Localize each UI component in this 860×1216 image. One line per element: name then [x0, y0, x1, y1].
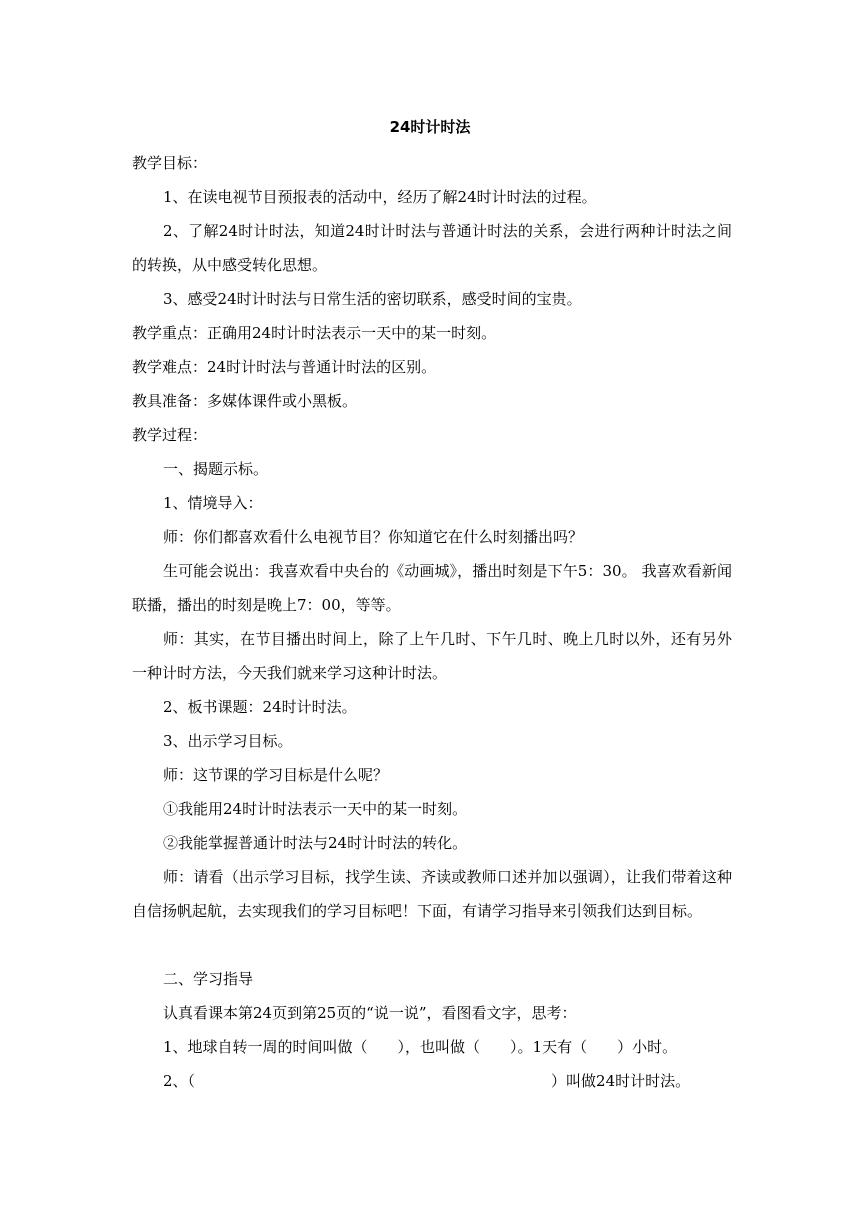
teaching-aids: 教具准备：多媒体课件或小黑板。 [132, 392, 358, 410]
difficulty: 教学难点：24时计时法与普通计时法的区别。 [132, 358, 437, 376]
step-intro: 1、情境导入： [163, 494, 263, 512]
show-goals: 3、出示学习目标。 [163, 732, 293, 750]
student-answer: 生可能会说出：我喜欢看中央台的《动画城》，播出时刻是下午5：30。 我喜欢看新闻联播，播出的时刻是晚上7：00，等等。 [132, 562, 732, 614]
teacher-question: 师：你们都喜欢看什么电视节目？你知道它在什么时刻播出吗？ [163, 528, 584, 546]
teacher-goal-question: 师：这节课的学习目标是什么呢？ [163, 766, 389, 784]
question-2-start: 2、（ [163, 1072, 196, 1090]
teacher-explanation: 师：其实，在节目播出时间上，除了上午几时、下午几时、晚上几时以外，还有另外一种计时方法，今天我们就来学习这种计时法。 [132, 630, 732, 682]
objective-2: 2、了解24时计时法，知道24时计时法与普通计时法的关系，会进行两种计时法之间的转换，从中感受转化思想。 [132, 222, 732, 274]
section-heading-objectives: 教学目标： [132, 154, 208, 172]
objective-1: 1、在读电视节目预报表的活动中，经历了解24时计时法的过程。 [163, 188, 597, 206]
step-heading-2: 二、学习指导 [163, 970, 254, 988]
board-title: 2、板书课题：24时计时法。 [163, 698, 357, 716]
objective-3: 3、感受24时计时法与日常生活的密切联系，感受时间的宝贵。 [163, 290, 582, 308]
question-1: 1、地球自转一周的时间叫做（ ），也叫做（ ）。1天有（ ）小时。 [163, 1038, 678, 1056]
study-instruction: 认真看课本第24页到第25页的“说一说”，看图看文字，思考： [163, 1004, 577, 1022]
section-heading-process: 教学过程： [132, 426, 208, 444]
goal-2: ②我能掌握普通计时法与24时计时法的转化。 [163, 834, 468, 852]
document-title: 24时计时法 [389, 118, 471, 136]
key-point: 教学重点：正确用24时计时法表示一天中的某一时刻。 [132, 324, 497, 342]
goal-1: ①我能用24时计时法表示一天中的某一时刻。 [163, 800, 468, 818]
question-2 [132, 1064, 732, 1098]
teacher-encouragement: 师：请看（出示学习目标，找学生读、齐读或教师口述并加以强调），让我们带着这种自信扬帆起航，去实现我们的学习目标吧！下面，有请学习指导来引领我们达到目标。 [132, 868, 732, 920]
question-2-end: ）叫做24时计时法。 [551, 1072, 691, 1090]
step-heading-1: 一、揭题示标。 [163, 460, 269, 478]
